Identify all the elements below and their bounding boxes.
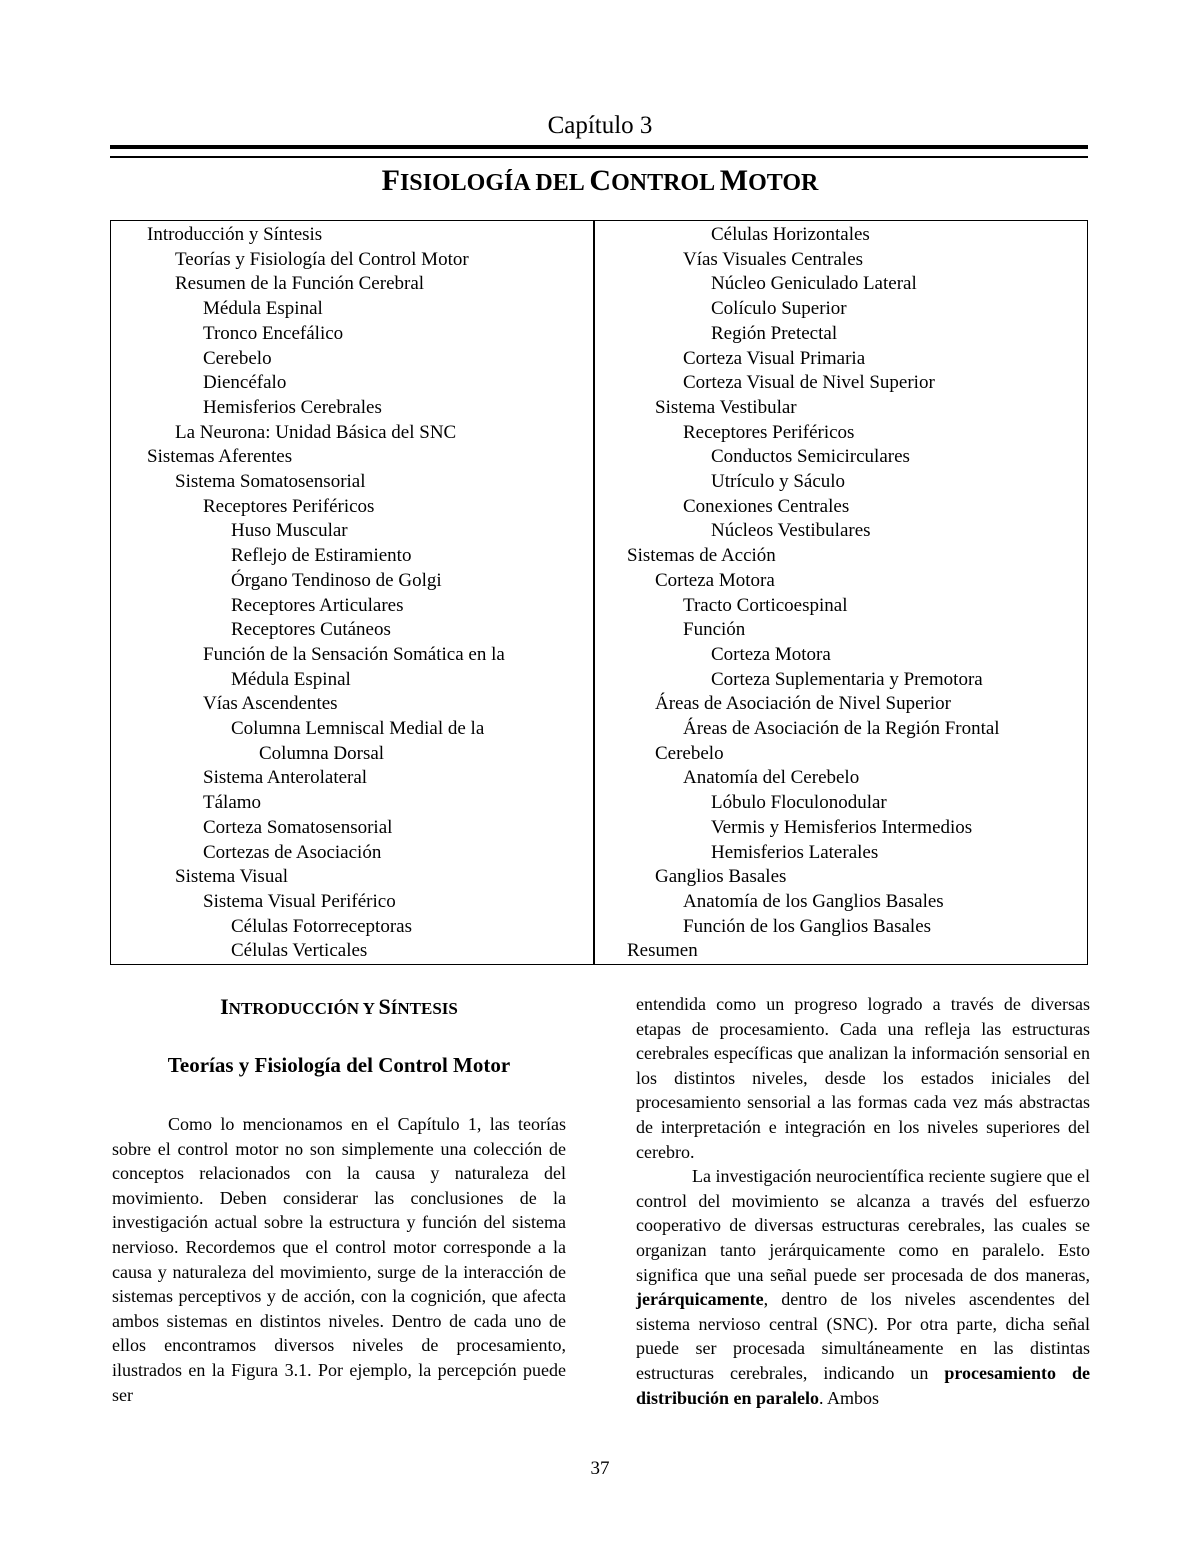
toc-item: Corteza Motora — [711, 643, 831, 665]
toc-divider — [593, 221, 595, 964]
toc-item: Hemisferios Laterales — [711, 841, 879, 863]
toc-item: Sistema Visual Periférico — [203, 890, 396, 912]
toc-item: Conductos Semicirculares — [711, 446, 910, 468]
toc-right-column — [627, 223, 1082, 964]
subsection-heading: Teorías y Fisiología del Control Motor — [167, 1053, 511, 1077]
toc-item: Teorías y Fisiología del Control Motor — [175, 248, 469, 270]
toc-item: Región Pretectal — [711, 322, 838, 344]
toc-item: Médula Espinal — [231, 668, 351, 690]
toc-item: Corteza Visual de Nivel Superior — [683, 372, 935, 394]
toc-item: Células Fotorreceptoras — [231, 915, 412, 937]
header-rule-thin — [110, 156, 1088, 158]
right-text-column — [636, 992, 1090, 1410]
toc-item: Vías Visuales Centrales — [683, 248, 864, 270]
toc-item: Receptores Periféricos — [203, 495, 375, 517]
paragraph-3: La investigación neurocientífica reciente sugiere que el control del movimiento se alcanza a través del esfuerzo cooperativo de diversas estructuras cerebrales, las cuales se organizan tanto jerárquicamente como en paralelo. Esto significa que una señal puede ser procesada de dos maneras, jerárquicamente, dentro de los niveles ascendentes del sistema nervioso central (SNC). Por otra parte, dicha señal puede ser procesada simultáneamente en las distintas estructuras cerebrales, indicando un procesamiento de distribución en paralelo. Ambos — [636, 1166, 1090, 1408]
header-rule-thick — [110, 145, 1088, 149]
chapter-label: Capítulo 3 — [547, 112, 653, 139]
toc-item: Médula Espinal — [203, 298, 323, 320]
chapter-title: FISIOLOGÍA DEL CONTROL MOTOR — [381, 164, 819, 197]
toc-item: Huso Muscular — [231, 520, 348, 542]
section-heading: INTRODUCCIÓN Y SÍNTESIS — [220, 994, 458, 1019]
toc-item: Columna Lemniscal Medial de la — [231, 718, 485, 740]
toc-item: Sistema Visual — [175, 866, 289, 888]
toc-item: Anatomía del Cerebelo — [683, 767, 860, 789]
toc-item: Sistema Somatosensorial — [175, 471, 366, 493]
toc-item: Reflejo de Estiramiento — [231, 545, 412, 567]
toc-item: Colículo Superior — [711, 298, 847, 320]
toc-item: Ganglios Basales — [655, 866, 787, 888]
toc-item: Resumen — [627, 940, 698, 962]
toc-item: Receptores Cutáneos — [231, 619, 391, 641]
toc-item: Tracto Corticoespinal — [683, 594, 848, 616]
toc-item: Núcleos Vestibulares — [711, 520, 871, 542]
toc-item: Células Verticales — [231, 940, 368, 962]
toc-item: Cerebelo — [655, 742, 724, 764]
toc-item: Receptores Periféricos — [683, 421, 855, 443]
toc-item: Células Horizontales — [711, 224, 870, 245]
left-text-column — [112, 992, 566, 1407]
toc-item: Utrículo y Sáculo — [711, 471, 846, 493]
toc-item: Anatomía de los Ganglios Basales — [683, 890, 944, 912]
toc-item: Tronco Encefálico — [203, 322, 344, 344]
bold-term-procesamiento: procesamiento de distribución en paralelo — [636, 1362, 1090, 1408]
paragraph-2: entendida como un progreso logrado a través de diversas etapas de procesamiento. Cada una refleja las estructuras cerebrales específicas que analizan la información sensorial en los distintos niveles, desde los estados iniciales del procesamiento sensorial a las formas cada vez más abstractas de interpretación e integración en los niveles superiores del cerebro. — [636, 994, 1090, 1162]
toc-item: Áreas de Asociación de Nivel Superior — [655, 693, 951, 715]
toc-item: Hemisferios Cerebrales — [203, 396, 382, 418]
page-number: 37 — [590, 1458, 610, 1479]
toc-item: Conexiones Centrales — [683, 495, 850, 517]
toc-item: Corteza Somatosensorial — [203, 816, 393, 838]
toc-item: Receptores Articulares — [231, 594, 404, 616]
toc-item: Resumen de la Función Cerebral — [175, 273, 425, 295]
toc-item: Cortezas de Asociación — [203, 841, 382, 863]
toc-item: La Neurona: Unidad Básica del SNC — [175, 421, 457, 443]
toc-left-column — [147, 223, 587, 964]
toc-item: Función de los Ganglios Basales — [683, 915, 932, 937]
toc-item: Vermis y Hemisferios Intermedios — [711, 816, 973, 838]
toc-item: Función de la Sensación Somática en la — [203, 643, 505, 665]
toc-item: Corteza Motora — [655, 569, 775, 591]
toc-item: Lóbulo Floculonodular — [711, 792, 887, 814]
toc-item: Cerebelo — [203, 347, 272, 369]
toc-item: Corteza Visual Primaria — [683, 347, 866, 369]
toc-item: Sistema Vestibular — [655, 396, 797, 418]
toc-item: Columna Dorsal — [259, 742, 385, 764]
toc-item: Áreas de Asociación de la Región Frontal — [683, 718, 1000, 740]
toc-item: Vías Ascendentes — [203, 693, 338, 715]
toc-item: Función — [683, 619, 746, 641]
table-of-contents — [110, 220, 1088, 965]
toc-item: Sistema Anterolateral — [203, 767, 368, 789]
toc-item: Sistemas Aferentes — [147, 446, 293, 468]
toc-item: Corteza Suplementaria y Premotora — [711, 668, 983, 690]
bold-term-jerarquicamente: jerárquicamente — [636, 1289, 764, 1310]
paragraph-1: Como lo mencionamos en el Capítulo 1, las teorías sobre el control motor no son simplemente una colección de conceptos relacionados con la causa y naturaleza del movimiento. Deben considerar las conclusiones de la investigación actual sobre la estructura y función del sistema nervioso. Recordemos que el control motor corresponde a la causa y naturaleza del movimiento, surge de la interacción de sistemas perceptivos y de acción, con la cognición, que afecta ambos sistemas en distintos niveles. Dentro de cada uno de ellos encontramos diversos niveles de procesamiento, ilustrados en la Figura 3.1. Por ejemplo, la percepción puede ser — [112, 1114, 566, 1405]
toc-item: Tálamo — [203, 792, 262, 814]
toc-item: Órgano Tendinoso de Golgi — [231, 569, 442, 591]
toc-item: Introducción y Síntesis — [147, 224, 323, 245]
toc-item: Núcleo Geniculado Lateral — [711, 273, 917, 295]
toc-item: Sistemas de Acción — [627, 545, 776, 567]
toc-item: Diencéfalo — [203, 372, 287, 394]
